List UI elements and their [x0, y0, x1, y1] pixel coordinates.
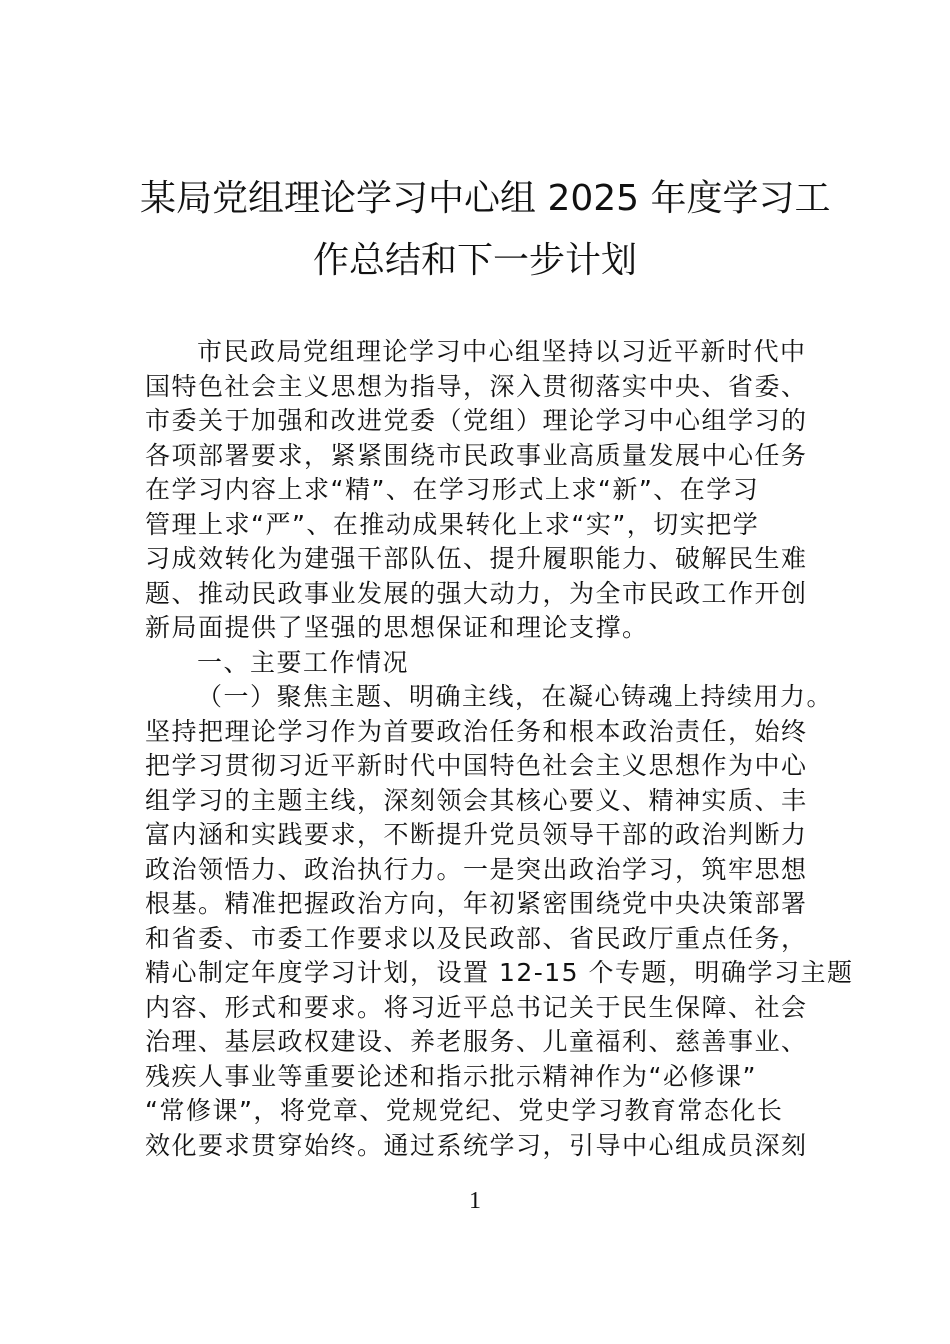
- subsection-heading: （一）聚焦主题、明确主线，在凝心铸魂上持续用力。: [197, 682, 834, 711]
- body-line: 新局面提供了坚强的思想保证和理论支撑。: [145, 613, 649, 642]
- body-line: 内容、形式和要求。将习近平总书记关于民生保障、社会: [145, 992, 808, 1022]
- document-title: [140, 168, 831, 292]
- body-line: 政治领悟力、政治执行力。一是突出政治学习，筑牢思想: [145, 854, 808, 884]
- body-line: 市委关于加强和改进党委（党组）理论学习中心组学习的: [145, 406, 808, 435]
- body-line: “常修课”，将党章、党规党纪、党史学习教育常态化长: [145, 1096, 784, 1125]
- body-line: 管理上求“严”、在推动成果转化上求“实”，切实把学: [145, 509, 760, 539]
- body-line: 习成效转化为建强干部队伍、提升履职能力、破解民生难: [145, 544, 808, 573]
- title-line-1: 某局党组理论学习中心组 2025 年度学习工: [140, 178, 831, 219]
- section-heading: 一、主要工作情况: [197, 647, 410, 677]
- body-line: 把学习贯彻习近平新时代中国特色社会主义思想作为中心: [145, 751, 808, 780]
- body-line: 组学习的主题主线，深刻领会其核心要义、精神实质、丰: [145, 785, 808, 815]
- body-line: 富内涵和实践要求，不断提升党员领导干部的政治判断力: [145, 820, 808, 849]
- body-line: 根基。精准把握政治方向，年初紧密围绕党中央决策部署: [145, 889, 808, 918]
- page-number: 1: [469, 1188, 481, 1214]
- body-line: 坚持把理论学习作为首要政治任务和根本政治责任，始终: [145, 716, 808, 746]
- body-line: 国特色社会主义思想为指导，深入贯彻落实中央、省委、: [145, 371, 808, 401]
- body-line: 效化要求贯穿始终。通过系统学习，引导中心组成员深刻: [145, 1130, 808, 1160]
- body-line: 和省委、市委工作要求以及民政部、省民政厅重点任务，: [145, 923, 808, 953]
- body-line: 精心制定年度学习计划，设置 12-15 个专题，明确学习主题: [145, 958, 854, 987]
- body-line: 在学习内容上求“精”、在学习形式上求“新”、在学习: [145, 475, 760, 504]
- body-line: 各项部署要求，紧紧围绕市民政事业高质量发展中心任务: [145, 440, 808, 470]
- body-line: 治理、基层政权建设、养老服务、儿童福利、慈善事业、: [145, 1027, 808, 1056]
- document-body: [145, 335, 854, 1163]
- title-line-2: 作总结和下一步计划: [312, 240, 637, 281]
- body-line: 残疾人事业等重要论述和指示批示精神作为“必修课”: [145, 1061, 757, 1091]
- body-line: 市民政局党组理论学习中心组坚持以习近平新时代中: [197, 337, 807, 366]
- body-line: 题、推动民政事业发展的强大动力，为全市民政工作开创: [145, 578, 808, 608]
